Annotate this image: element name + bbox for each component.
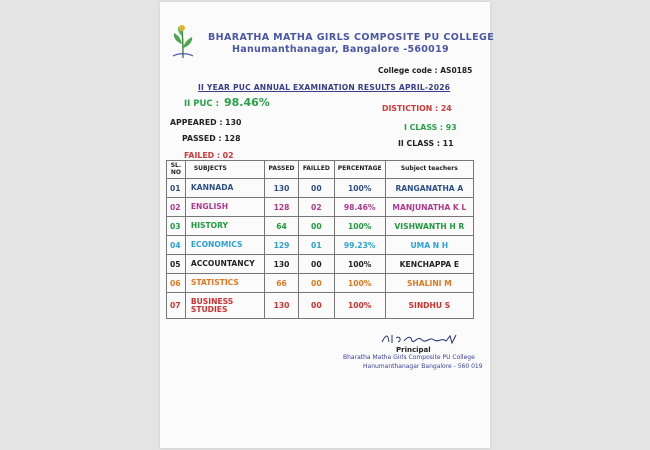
- row-percentage: 100%: [334, 179, 385, 198]
- college-name: BHARATHA MATHA GIRLS COMPOSITE PU COLLEGE: [208, 32, 495, 43]
- second-class-count: II CLASS : 11: [398, 139, 454, 148]
- row-percentage: 100%: [334, 274, 385, 293]
- row-percentage: 100%: [334, 255, 385, 274]
- row-passed: 128: [265, 198, 299, 217]
- footer-college-name: Bharatha Matha Girls Composite PU College: [343, 354, 475, 361]
- row-subject: ECONOMICS: [185, 236, 264, 255]
- row-passed: 64: [265, 217, 299, 236]
- row-failed: 00: [298, 179, 334, 198]
- failed-count: FAILED : 02: [184, 151, 234, 160]
- table-row: [167, 198, 474, 217]
- row-teacher: SHALINI M: [385, 274, 473, 293]
- row-subject: HISTORY: [185, 217, 264, 236]
- row-failed: 00: [298, 274, 334, 293]
- row-passed: 130: [265, 179, 299, 198]
- table-row: [167, 274, 474, 293]
- header-subjects: SUBJECTS: [185, 161, 264, 179]
- row-failed: 02: [298, 198, 334, 217]
- row-passed: 130: [265, 293, 299, 319]
- row-failed: 01: [298, 236, 334, 255]
- row-subject: ACCOUNTANCY: [185, 255, 264, 274]
- header-teachers: Subject teachers: [385, 161, 473, 179]
- row-passed: 66: [265, 274, 299, 293]
- header-passed: PASSED: [265, 161, 299, 179]
- row-sl: 07: [167, 293, 186, 319]
- row-teacher: VISHWANTH H R: [385, 217, 473, 236]
- results-table: [166, 160, 474, 319]
- footer-college-address: Hanumanthanagar Bangalore - 560 019: [363, 363, 483, 370]
- row-teacher: RANGANATHA A: [385, 179, 473, 198]
- principal-title: Principal: [396, 346, 431, 354]
- table-row: [167, 255, 474, 274]
- exam-title: II YEAR PUC ANNUAL EXAMINATION RESULTS APRIL-2026: [198, 83, 451, 92]
- header-percentage: PERCENTAGE: [334, 161, 385, 179]
- row-failed: 00: [298, 217, 334, 236]
- college-code-label: College code :: [378, 66, 441, 75]
- appeared-count: APPEARED : 130: [170, 118, 242, 127]
- puc-label: II PUC :: [184, 99, 220, 109]
- row-percentage: 100%: [334, 217, 385, 236]
- row-percentage: 100%: [334, 293, 385, 319]
- row-failed: 00: [298, 293, 334, 319]
- college-code-value: AS0185: [440, 66, 473, 75]
- row-subject: ENGLISH: [185, 198, 264, 217]
- results-document: [160, 2, 495, 448]
- row-failed: 00: [298, 255, 334, 274]
- table-row: [167, 179, 474, 198]
- college-address: Hanumanthanagar, Bangalore -560019: [232, 44, 449, 55]
- table-row: [167, 217, 474, 236]
- row-sl: 01: [167, 179, 186, 198]
- table-header-row: [167, 161, 474, 179]
- row-teacher: KENCHAPPA E: [385, 255, 473, 274]
- header-failed: FAILLED: [298, 161, 334, 179]
- row-percentage: 99.23%: [334, 236, 385, 255]
- row-sl: 02: [167, 198, 186, 217]
- row-sl: 05: [167, 255, 186, 274]
- distinction-count: DISTICTION : 24: [382, 104, 452, 113]
- row-subject: STATISTICS: [185, 274, 264, 293]
- table-row: [167, 293, 474, 319]
- row-sl: 03: [167, 217, 186, 236]
- row-teacher: MANJUNATHA K L: [385, 198, 473, 217]
- row-subject: BUSINESS STUDIES: [185, 293, 264, 319]
- row-passed: 129: [265, 236, 299, 255]
- passed-count: PASSED : 128: [182, 134, 241, 143]
- row-teacher: SINDHU S: [385, 293, 473, 319]
- row-sl: 06: [167, 274, 186, 293]
- row-sl: 04: [167, 236, 186, 255]
- row-percentage: 98.46%: [334, 198, 385, 217]
- principal-signature-icon: [378, 332, 464, 346]
- header-sl-no: SL. NO: [167, 161, 186, 179]
- row-subject: KANNADA: [185, 179, 264, 198]
- row-teacher: UMA N H: [385, 236, 473, 255]
- table-row: [167, 236, 474, 255]
- college-logo-icon: [168, 22, 198, 60]
- first-class-count: I CLASS : 93: [404, 123, 457, 132]
- puc-percentage: 98.46%: [224, 96, 270, 109]
- college-code: [378, 66, 472, 75]
- row-passed: 130: [265, 255, 299, 274]
